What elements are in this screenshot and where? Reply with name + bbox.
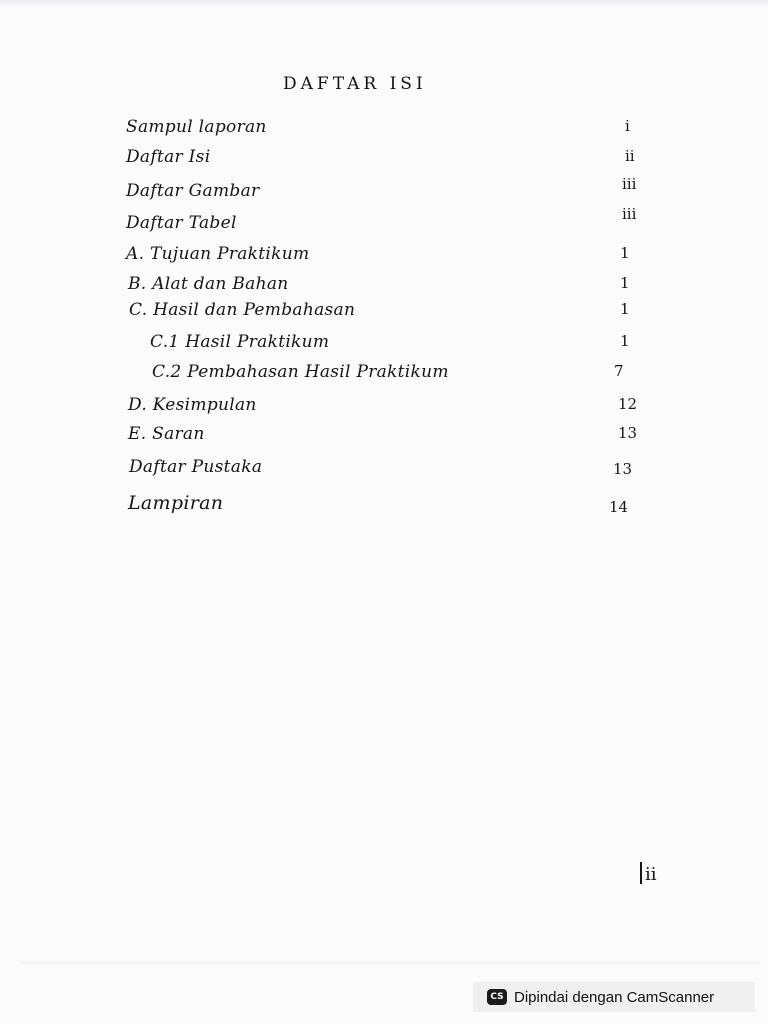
- toc-entry-page: iii: [622, 205, 637, 223]
- toc-entry-label: C. Hasil dan Pembahasan: [129, 300, 356, 320]
- toc-entry-page: 1: [620, 274, 630, 292]
- page-number-mark: [640, 862, 642, 884]
- toc-entry-page: ii: [625, 147, 635, 165]
- toc-entry-label: B. Alat dan Bahan: [128, 274, 289, 294]
- toc-entry-page: 1: [620, 332, 630, 350]
- toc-entry-page: iii: [622, 175, 637, 193]
- toc-entry-page: 13: [613, 460, 633, 478]
- toc-entry-label: D. Kesimpulan: [128, 395, 257, 415]
- toc-entry-label: Daftar Gambar: [126, 181, 260, 201]
- toc-entry-label: Daftar Tabel: [126, 213, 237, 233]
- toc-entry-page: 1: [620, 244, 630, 262]
- toc-entry-label: Daftar Isi: [126, 147, 211, 167]
- toc-entry-label: A. Tujuan Praktikum: [126, 244, 310, 264]
- toc-entry-page: i: [625, 117, 630, 135]
- page-title: DAFTAR ISI: [283, 74, 427, 94]
- page-number: [640, 862, 657, 885]
- toc-entry-page: 13: [618, 424, 638, 442]
- toc-entry-label: Sampul laporan: [126, 117, 267, 137]
- toc-entry-label: E. Saran: [128, 424, 205, 444]
- toc-entry-label: Lampiran: [128, 492, 224, 514]
- toc-entry-label: C.1 Hasil Praktikum: [150, 332, 330, 352]
- toc-entry-page: 14: [609, 498, 629, 516]
- toc-entry-label: C.2 Pembahasan Hasil Praktikum: [152, 362, 449, 382]
- toc-entry-page: 1: [620, 300, 630, 318]
- camscanner-watermark: [473, 982, 755, 1012]
- watermark-text: Dipindai dengan CamScanner: [514, 988, 715, 1006]
- toc-entry-label: Daftar Pustaka: [129, 457, 263, 477]
- page-number-text: ii: [645, 864, 657, 885]
- toc-entry-page: 12: [618, 395, 638, 413]
- toc-entry-page: 7: [614, 362, 624, 380]
- scan-bottom-edge: [20, 962, 760, 966]
- camscanner-logo-icon: CS: [487, 989, 507, 1005]
